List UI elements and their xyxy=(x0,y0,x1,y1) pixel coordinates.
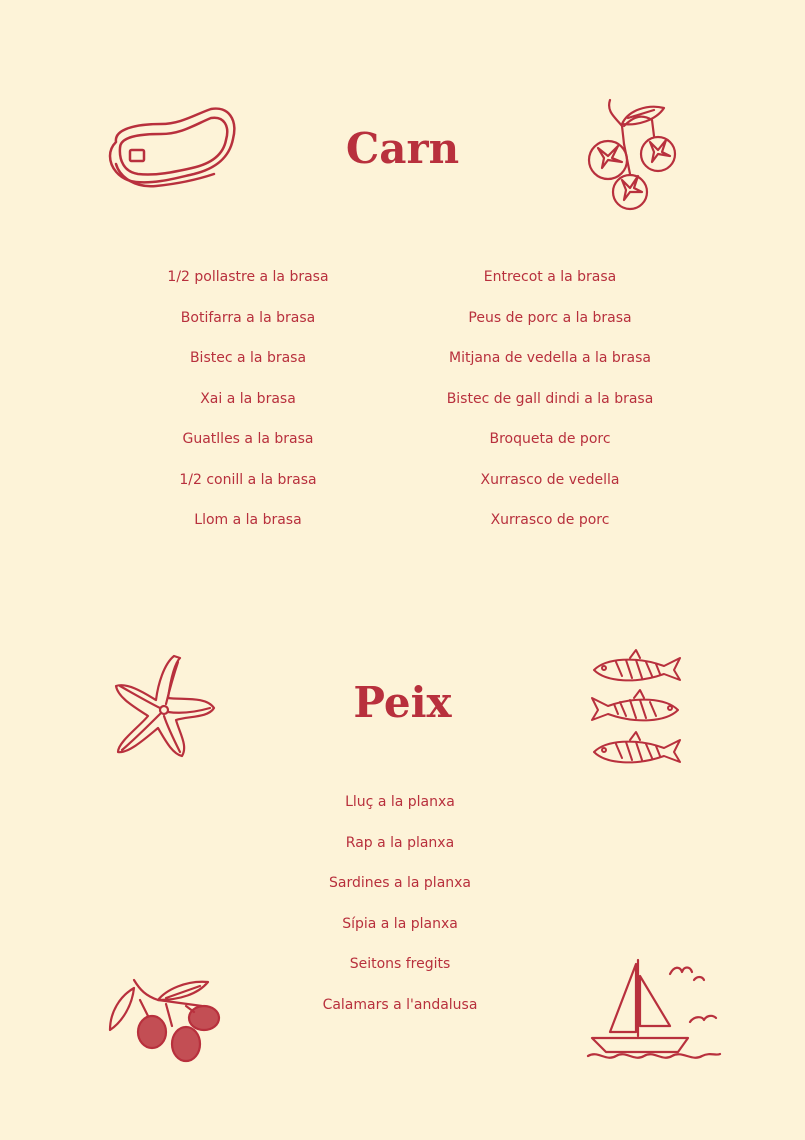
list-item: 1/2 pollastre a la brasa xyxy=(167,269,329,285)
list-item: Xurrasco de porc xyxy=(490,512,610,528)
carn-title: Carn xyxy=(345,124,460,173)
starfish-icon xyxy=(112,654,218,760)
list-item: Botifarra a la brasa xyxy=(180,309,316,326)
list-item: Entrecot a la brasa xyxy=(483,269,617,285)
list-item: Lluç a la planxa xyxy=(345,794,455,810)
list-item: Peus de porc a la brasa xyxy=(468,309,632,326)
list-item: Guatlles a la brasa xyxy=(182,431,314,447)
tomatoes-icon xyxy=(582,96,682,216)
peix-list xyxy=(270,792,530,1035)
olives-icon xyxy=(106,976,226,1068)
list-item: Xai a la brasa xyxy=(200,390,296,407)
fish-icon xyxy=(586,648,688,770)
list-item: Rap a la planxa xyxy=(345,834,455,851)
steak-icon xyxy=(106,104,238,194)
list-item: Mitjana de vedella a la brasa xyxy=(448,350,652,366)
list-item: Bistec a la brasa xyxy=(189,350,307,366)
carn-left-list xyxy=(118,267,378,551)
list-item: Broqueta de porc xyxy=(489,431,611,447)
sailboat-icon xyxy=(584,956,724,1066)
carn-right-list xyxy=(420,267,680,551)
list-item: Seitons fregits xyxy=(349,956,451,972)
list-item: 1/2 conill a la brasa xyxy=(179,471,317,488)
list-item: Calamars a l'andalusa xyxy=(322,996,478,1013)
list-item: Sípia a la planxa xyxy=(342,915,458,932)
list-item: Bistec de gall dindi a la brasa xyxy=(446,390,654,407)
peix-title: Peix xyxy=(353,678,452,727)
list-item: Llom a la brasa xyxy=(194,512,302,528)
list-item: Xurrasco de vedella xyxy=(480,471,620,488)
list-item: Sardines a la planxa xyxy=(328,875,472,891)
